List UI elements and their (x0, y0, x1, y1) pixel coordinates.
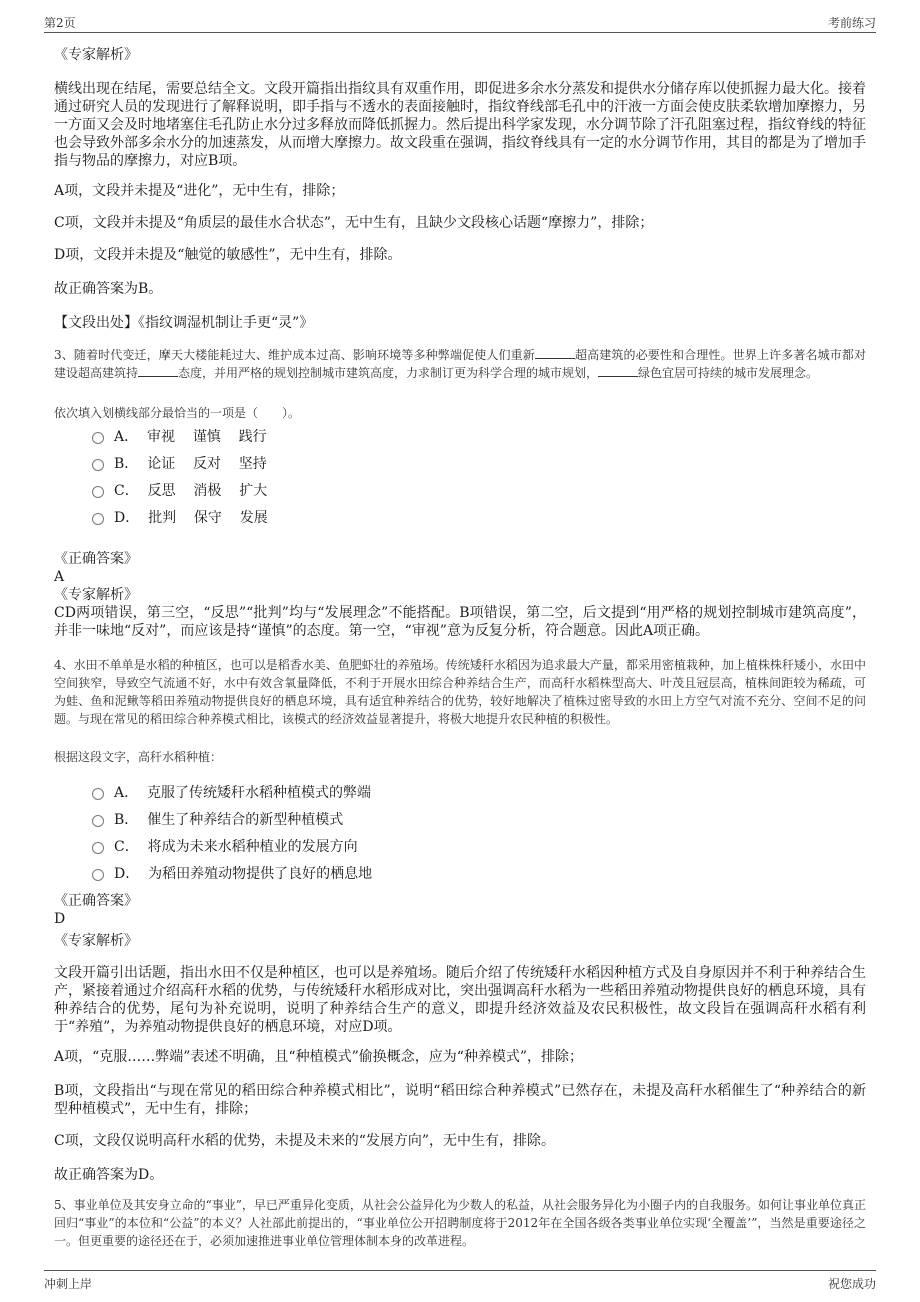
q4-option-d[interactable] (92, 863, 372, 883)
radio-icon[interactable] (92, 486, 104, 498)
q3-option-c[interactable] (92, 480, 267, 500)
option-label: D． 为稻田养殖动物提供了良好的栖息地 (114, 866, 373, 882)
option-label: A． 审视 谨慎 践行 (114, 429, 267, 445)
q3-option-b[interactable] (92, 453, 267, 473)
q2-option-c-analysis: C项，文段并未提及“角质层的最佳水合状态”，无中生有，且缺少文段核心话题“摩擦力”，排除； (54, 215, 654, 231)
q4-answer-title: 《正确答案》 (54, 893, 138, 909)
q2-analysis-title: 《专家解析》 (54, 47, 138, 63)
option-label: A． 克服了传统矮秆水稻种植模式的弊端 (114, 785, 372, 801)
footer-right: 祝您成功 (827, 1277, 876, 1291)
q3-stem-part4: 绿色宜居可持续的城市发展理念。 (638, 366, 819, 380)
option-label: B． 催生了种养结合的新型种植模式 (114, 812, 344, 828)
q4-option-b-analysis: B项，文段指出“与现在常见的稻田综合种养模式相比”，说明“稻田综合种养模式”已然存在，未提及高秆水稻催生了“种养结合的新型种植模式”，无中生有，排除； (54, 1083, 866, 1117)
radio-icon[interactable] (92, 432, 104, 444)
blank-1 (535, 346, 575, 359)
header-title: 考前练习 (827, 16, 876, 30)
q4-stem: 4、水田不单单是水稻的种植区，也可以是稻香水美、鱼肥虾壮的养殖场。传统矮秆水稻因为追求最大产量，都采用密植栽种，加上植株株秆矮小，水田中空间狭窄，导致空气流通不好，水中有效含氧量降低，不利于开展水田综合种养结合生产，而高秆水稻株型高大、叶茂且冠层高，植株间距较为稀疏，可为蛙、鱼和泥鳅等稻田养殖动物提供良好的栖息环境，具有适宜种养结合的优势，较好地解决了植株过密导致的水田上方空气对流不充分、空间不足的问题。与现在常见的稻田综合种养模式相比，该模式的经济效益显著提升，将极大地提升农民种植的积极性。 (54, 658, 866, 726)
blank-2 (138, 364, 178, 377)
q3-prompt: 依次填入划横线部分最恰当的一项是（ ）。 (54, 406, 301, 420)
q2-option-a-analysis: A项，文段并未提及“进化”，无中生有，排除； (54, 183, 345, 199)
q3-answer-title: 《正确答案》 (54, 551, 138, 567)
radio-icon[interactable] (92, 513, 104, 525)
radio-icon[interactable] (92, 869, 104, 881)
option-label: C． 将成为未来水稻种植业的发展方向 (114, 839, 358, 855)
q3-analysis-text: CD两项错误，第三空，“反思”“批判”均与“发展理念”不能搭配。B项错误，第二空，后文提到“用严格的规划控制城市建筑高度”，并非一味地“反对”，而应该是持“谨慎”的态度。第一空，“审视”意为反复分析，符合题意。因此A项正确。 (54, 605, 866, 639)
q3-stem-part3: 态度，并用严格的规划控制城市建筑高度，力求制订更为科学合理的城市规划， (178, 366, 599, 380)
option-label: C． 反思 消极 扩大 (114, 483, 268, 499)
q2-source: 【文段出处】《指纹调湿机制让手更“灵”》 (54, 315, 314, 331)
q4-answer: D (54, 911, 66, 927)
q4-analysis-text: 文段开篇引出话题，指出水田不仅是种植区，也可以是养殖场。随后介绍了传统矮秆水稻因种植方式及自身原因并不利于种养结合生产，紧接着通过介绍高秆水稻的优势，与传统矮秆水稻形成对比，突出强调高秆水稻为一些稻田养殖动物提供良好的栖息环境，具有种养结合的优势，尾句为补充说明，说明了种养结合生产的意义，即提升经济效益及农民积极性，故文段旨在强调高秆水稻有利于“养殖”，为养殖动物提供良好的栖息环境，对应D项。 (54, 965, 866, 1035)
page-footer (44, 1270, 876, 1297)
q4-final-answer: 故正确答案为D。 (54, 1167, 164, 1183)
footer-left: 冲刺上岸 (44, 1277, 93, 1291)
page-number: 第2页 (44, 16, 76, 30)
q2-option-d-analysis: D项，文段并未提及“触觉的敏感性”，无中生有，排除。 (54, 247, 402, 263)
radio-icon[interactable] (92, 459, 104, 471)
q3-option-d[interactable] (92, 507, 268, 527)
q4-option-c-analysis: C项，文段仅说明高秆水稻的优势，未提及未来的“发展方向”，无中生有，排除。 (54, 1133, 556, 1149)
radio-icon[interactable] (92, 842, 104, 854)
q4-option-a[interactable] (92, 782, 371, 802)
q3-stem-part2: 超高建筑的必要性和合理性。世界上许多著名城市都对建设超高建筑持 (54, 348, 866, 380)
q4-option-a-analysis: A项，“克服……弊端”表述不明确，且“种植模式”偷换概念，应为“种养模式”，排除； (54, 1049, 584, 1065)
q2-analysis-text: 横线出现在结尾，需要总结全文。文段开篇指出指纹具有双重作用，即促进多余水分蒸发和提供水分储存库以使抓握力最大化。接着通过研究人员的发现进行了解释说明，即手指与不透水的表面接触时，指纹脊线部毛孔中的汗液一方面会使皮肤柔软增加摩擦力，另一方面又会及时地堵塞住毛孔防止水分过多释放而降低抓握力。然后提出科学家发现，水分调节除了汗孔阻塞过程，指纹脊线的特征也会导致外部多余水分的加速蒸发，从而增大摩擦力。故文段重在强调，指纹脊线具有一定的水分调节作用，其目的都是为了增加手指与物品的摩擦力，对应B项。 (54, 81, 866, 169)
q5-stem: 5、事业单位及其安身立命的“事业”，早已严重异化变质，从社会公益异化为少数人的私益，从社会服务异化为小圈子内的自我服务。如何让事业单位真正回归“事业”的本位和“公益”的本义？人社部此前提出的，“事业单位公开招聘制度将于2012年在全国各级各类事业单位实现‘全覆盖’”，当然是重要途径之一。但更重要的途径还在于，必须加速推进事业单位管理体制本身的改革进程。 (54, 1198, 866, 1248)
q3-stem-part1: 3、随着时代变迁，摩天大楼能耗过大、维护成本过高、影响环境等多种弊端促使人们重新 (54, 348, 535, 362)
q2-answer: 故正确答案为B。 (54, 281, 163, 297)
radio-icon[interactable] (92, 788, 104, 800)
q4-option-b[interactable] (92, 809, 343, 829)
q3-answer: A (54, 569, 65, 585)
q3-stem (54, 346, 866, 382)
q4-analysis-title: 《专家解析》 (54, 933, 138, 949)
option-label: D． 批判 保守 发展 (114, 510, 268, 526)
option-label: B． 论证 反对 坚持 (114, 456, 267, 472)
q3-analysis-title: 《专家解析》 (54, 587, 138, 603)
q4-option-c[interactable] (92, 836, 358, 856)
radio-icon[interactable] (92, 815, 104, 827)
page-header (44, 14, 876, 33)
q4-prompt: 根据这段文字，高秆水稻种植： (54, 750, 223, 764)
q3-option-a[interactable] (92, 426, 267, 446)
blank-3 (598, 364, 638, 377)
